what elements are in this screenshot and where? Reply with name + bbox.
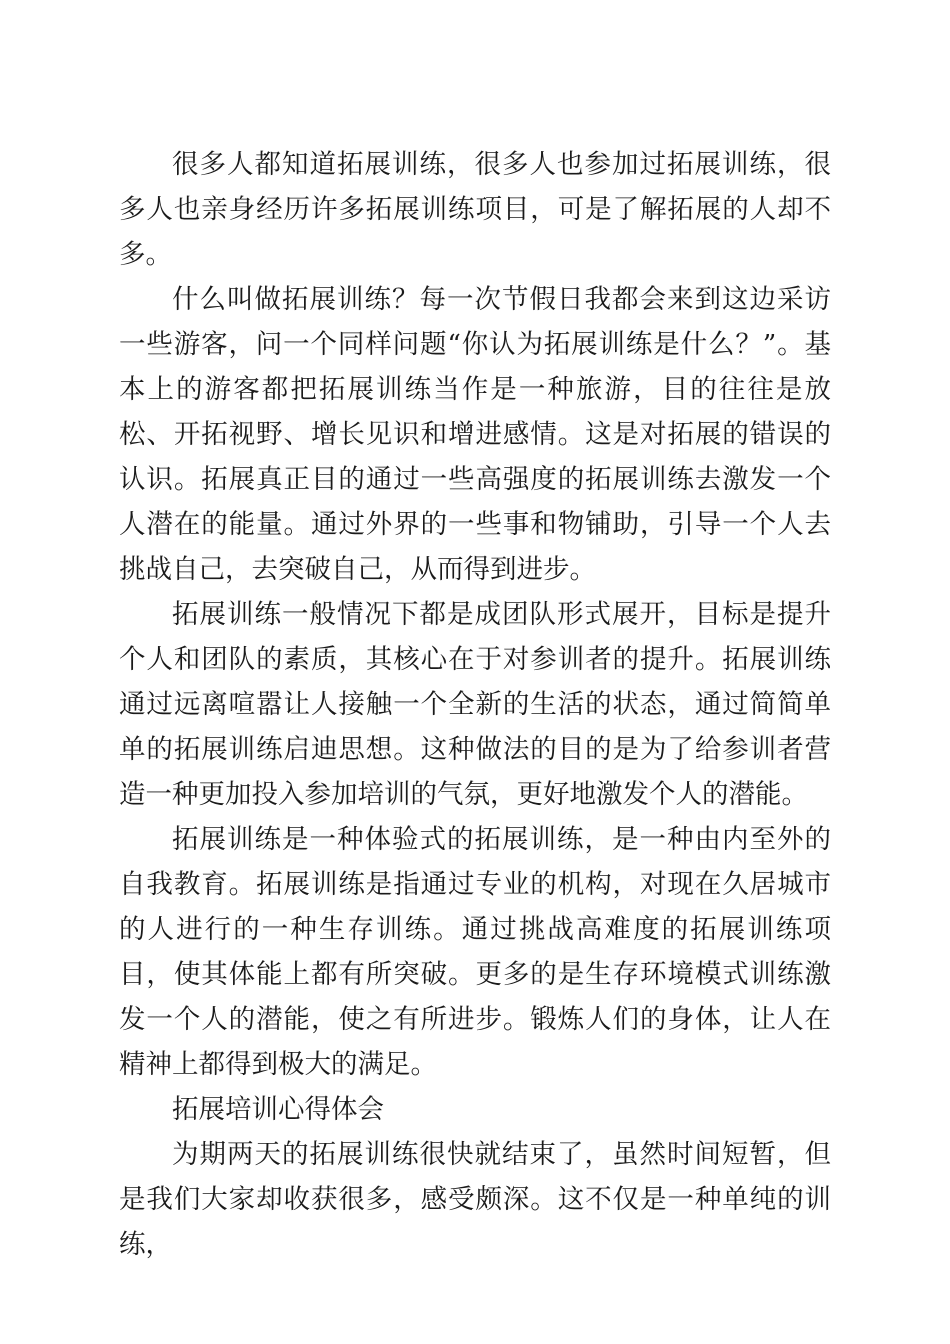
paragraph-what-is-training: 什么叫做拓展训练？每一次节假日我都会来到这边采访一些游客，问一个同样问题“你认为拓展训练是什么？”。基本上的游客都把拓展训练当作是一种旅游，目的往往是放松、开拓视野、增长见识和增进感情。这是对拓展的错误的认识。拓展真正目的通过一些高强度的拓展训练去激发一个人潜在的能量。通过外界的一些事和物铺助，引导一个人去挑战自己，去突破自己，从而得到进步。 bbox=[119, 284, 831, 585]
section-heading: 拓展培训心得体会 bbox=[172, 1094, 384, 1125]
document-body bbox=[119, 142, 831, 1267]
paragraph-intro: 很多人都知道拓展训练，很多人也参加过拓展训练，很多人也亲身经历许多拓展训练项目，可是了解拓展的人却不多。 bbox=[119, 149, 831, 270]
paragraph-reflection: 为期两天的拓展训练很快就结束了，虽然时间短暂，但是我们大家却收获很多，感受颇深。这不仅是一种单纯的训练， bbox=[119, 1139, 831, 1260]
paragraph-team-format: 拓展训练一般情况下都是成团队形式展开，目标是提升个人和团队的素质，其核心在于对参训者的提升。拓展训练通过远离喧嚣让人接触一个全新的生活的状态，通过简简单单的拓展训练启迪思想。这种做法的目的是为了给参训者营造一种更加投入参加培训的气氛，更好地激发个人的潜能。 bbox=[119, 599, 831, 810]
paragraph-experiential: 拓展训练是一种体验式的拓展训练，是一种由内至外的自我教育。拓展训练是指通过专业的机构，对现在久居城市的人进行的一种生存训练。通过挑战高难度的拓展训练项目，使其体能上都有所突破。更多的是生存环境模式训练激发一个人的潜能，使之有所进步。锻炼人们的身体，让人在精神上都得到极大的满足。 bbox=[119, 824, 831, 1080]
